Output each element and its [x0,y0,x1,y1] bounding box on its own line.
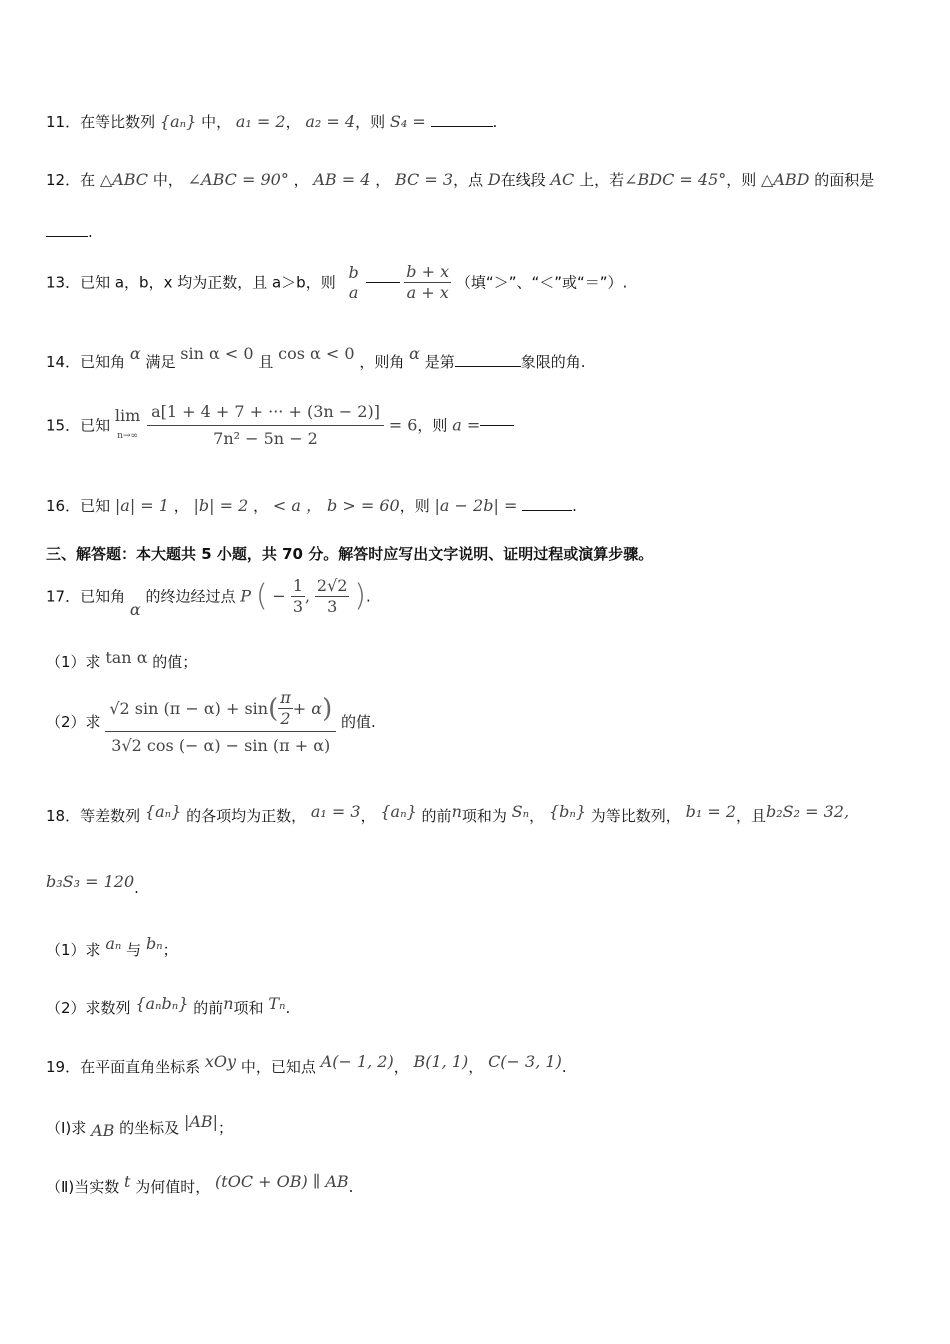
question-17: 17．已知角 α 的终边经过点 P ( − $\frac{1}{3}$ , $\frac{2√2}{3}$ ). [46,576,371,619]
question-14: 14．已知角 α 满足 sin α < 0 且 cos α < 0 ，则角 α 是第 象限的角. [46,344,586,371]
question-17-part-1: （1）求 tan α 的值； [46,648,198,671]
point-x-fraction: $\frac{1}{3}$ [292,576,304,616]
expression-fraction: √2 sin (π − α) + sin ( $\frac{\pi}{2}$ + α ) 3√2 cos (− α) − sin (π + α) [105,688,336,756]
answer-blank[interactable] [522,510,572,511]
triangle-abc: △ABC [99,170,149,189]
condition-a2: a₂ = 4 [305,112,356,131]
question-17-part-2: （2）求 √2 sin (π − α) + sin ( $\frac{\pi}{2}$ + α ) 3√2 cos (− α) − sin (π + α) 的值. [46,688,376,755]
question-15: 15．已知 lim n→∞ $\frac{a[1 + 4 + 7 + \cdot\cdot\cdot + (3n - 2)]}{\text{7n² − 5n − 2}}$ = 6，则 a = [46,402,514,449]
condition-a1: a₁ = 2 [235,112,286,131]
question-18: 18．等差数列 {aₙ} 的各项均为正数， a₁ = 3， {aₙ} 的前n项和为 Sₙ， {bₙ} 为等比数列， b₁ = 2，且b₂S₂ = 32, [46,802,850,825]
question-18-cont: b₃S₃ = 120. [46,872,139,897]
question-12: 12．在 △ABC 中， ∠ABC = 90° ， AB = 4 ， BC = 3，点 D在线段 AC 上，若∠BDC = 45°，则 △ABD 的面积是 [46,170,875,189]
answer-blank[interactable] [431,126,493,127]
answer-blank[interactable] [455,366,521,367]
angle-alpha: α [129,344,141,363]
fraction-bx-over-ax: $\frac{b + x}{a + x}$ [406,262,450,302]
question-12-blank-line: . [46,222,93,242]
question-number: 11． [46,113,81,131]
question-16: 16．已知 |a| = 1 ， |b| = 2 ， < a ， b > = 60，则 |a − 2b| = . [46,496,577,515]
answer-blank[interactable] [480,425,514,426]
ask-s4: S₄ = [389,112,426,131]
answer-blank[interactable] [366,282,400,283]
question-13: 13．已知 a，b，x 均为正数，且 a＞b，则 b a $\frac{b + x}{a + x}$ （填“＞”、“＜”或“＝”）. [46,262,628,302]
question-text: 在等比数列 [80,113,156,131]
section-heading: 三、解答题：本大题共 5 小题，共 70 分。解答时应写出文字说明、证明过程或演算步骤。 [46,545,654,563]
limit-fraction: $\frac{a[1 + 4 + 7 + \cdot\cdot\cdot + (3n - 2)]}{\text{7n² − 5n − 2}}$ [147,402,384,449]
question-19-part-2: （Ⅱ)当实数 t 为何值时， (tOC + OB) ∥ AB. [46,1172,354,1196]
point-y-fraction: $\frac{2√2}{3}$ [316,576,348,616]
question-19: 19．在平面直角坐标系 xOy 中，已知点 A(− 1, 2)， B(1, 1)， C(− 3, 1). [46,1052,567,1076]
fraction-b-over-a: b a [348,262,359,302]
triangle-abd: △ABD [761,170,810,189]
question-18-part-2: （2）求数列 {aₙbₙ} 的前n项和 Tₙ. [46,994,291,1017]
limit-operator: lim n→∞ [114,405,141,441]
question-19-part-1: （Ⅰ)求 AB 的坐标及 |AB|； [46,1112,234,1140]
sequence-set: {aₙ} [159,112,197,131]
answer-blank[interactable] [46,236,88,237]
question-18-part-1: （1）求 aₙ 与 bₙ； [46,934,178,959]
question-11: 11．在等比数列 {aₙ} 中， a₁ = 2， a₂ = 4，则 S₄ = . [46,112,498,131]
